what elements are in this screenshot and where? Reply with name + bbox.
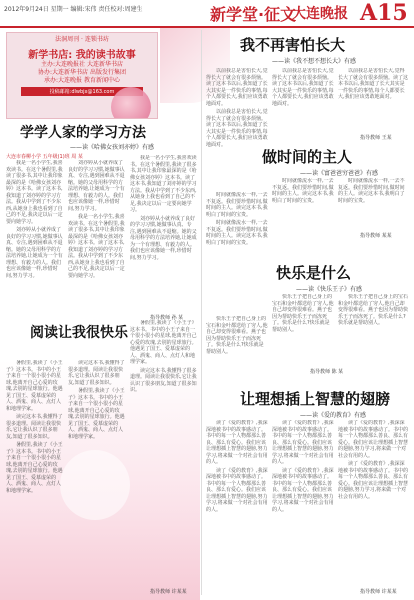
masthead-main: 新学堂 [210, 5, 259, 24]
credit-a6: 指导教师 许某某 [360, 589, 397, 595]
paragraph: 暑假里,我读了《小王子》这本书。书中的小王子来自一个很小很小的星球,他离开自己心爱的玫瑰,去别的星球旅行。他遇见了国王、爱慕虚荣的人、酒鬼、商人、点灯人和地理学家。 [6, 442, 63, 494]
column-a6-3 [338, 420, 408, 580]
paragraph: 时间就像流水一样,一去不复返。我们要珍惜时间,做时间的主人。读完这本书,我明白了时间的宝贵。 [206, 192, 268, 218]
byline-a3: ——读《我不想不想长大》有感 [272, 58, 357, 65]
column-a3-2 [272, 68, 334, 133]
paragraph: 读了《爱的教育》,我深深地被书中的故事感动了。书中的每一个人物都那么善良、那么有爱心。我们应该让理想插上智慧的翅膀,努力学习,将来做一个对社会有用的人。 [338, 420, 408, 459]
headline-a5: 快乐是什么 [276, 264, 352, 282]
paragraph: 读完这本书,我懂得了很多道理。阅读让我很快乐,它让我认识了很多朋友,知道了很多知识。 [130, 367, 197, 393]
paragraph: 刘亦婷从小就养成了良好的学习习惯,她做事认真、专注,遇到困难从不退缩。她的父母用科学的方法培养她,让她成为一个有理想、有毅力的人。我们也应该像她一样,珍惜时间,努力学习。 [68, 160, 125, 212]
column-a1-2 [68, 160, 126, 310]
credit-a3: 指导教师 王某 [360, 135, 392, 141]
paragraph: 快乐王子把自己身上的宝石和金叶都送给了穷人,他自己却变得很难看。燕子也因为帮助快乐王子而冻死了。快乐是什么?快乐就是帮助别人。 [272, 294, 334, 333]
column-a1-1 [6, 160, 64, 310]
column-a4-2 [338, 178, 408, 228]
column-a2-1 [6, 360, 64, 580]
newspaper-brand: 大连晚报 [292, 6, 348, 22]
promo-line-2: 协办:大连新华书店 出版发行集团 [38, 69, 126, 76]
column-a1-3 [130, 155, 198, 315]
byline-a5: ——读《快乐王子》有感 [296, 286, 363, 293]
paragraph: 读了《爱的教育》,我深深地被书中的故事感动了。书中的每一个人物都那么善良、那么有爱心。我们应该让理想插上智慧的翅膀,努力学习,将来做一个对社会有用的人。 [206, 420, 268, 465]
promo-box [6, 32, 158, 119]
column-a5-1 [272, 294, 334, 374]
promo-email: 投稿邮箱:dlwbjx@163.com [21, 87, 143, 96]
paragraph: 我是一名小学生,我喜欢读书。在这个暑假里,我读了很多书,其中让我印象最深的是《哈佛女孩刘亦婷》这本书。读了这本书,我知道了刘亦婷的学习方法。我从中学到了不少东西,从她身上我也看到了自己的不足,我决定以后一定要向她学习。 [68, 214, 125, 279]
credit-a2: 指导教师 许某某 [150, 589, 187, 595]
column-a6-2 [272, 420, 334, 588]
paragraph: 时间就像流水一样,一去不复返。我们要珍惜时间,做时间的主人。读完这本书,我明白了时间的宝贵。 [272, 178, 334, 204]
paragraph: 暑假里,我读了《小王子》这本书。书中的小王子来自一个很小很小的星球,他离开自己心爱的玫瑰,去别的星球旅行。他遇见了国王、爱慕虚荣的人、酒鬼、商人、点灯人和地理学家。 [6, 360, 63, 412]
page-number: A15 [360, 0, 408, 26]
paragraph: 读了《爱的教育》,我深深地被书中的故事感动了。书中的每一个人物都那么善良、那么有爱心。我们应该让理想插上智慧的翅膀,努力学习,将来做一个对社会有用的人。 [272, 467, 334, 513]
column-a3-1 [206, 68, 268, 188]
column-a2-2 [68, 360, 126, 580]
column-a5-3 [206, 316, 268, 391]
paragraph: 以前我总是害怕长大,觉得长大了就会有很多烦恼。读了这本书以后,我知道了长大其实是一件快乐的事情,每个人都要长大,我们应该勇敢地面对。 [206, 68, 268, 107]
paragraph: 读了《爱的教育》,我深深地被书中的故事感动了。书中的每一个人物都那么善良、那么有爱心。我们应该让理想插上智慧的翅膀,努力学习,将来做一个对社会有用的人。 [206, 467, 268, 513]
credit-a1: 指导教师 孙 某 [150, 315, 184, 321]
paragraph: 以前我总是害怕长大,觉得长大了就会有很多烦恼。读了这本书以后,我知道了长大其实是一件快乐的事情,每个人都要长大,我们应该勇敢地面对。 [338, 68, 408, 100]
headline-a4: 做时间的主人 [262, 148, 353, 166]
paragraph: 快乐王子把自己身上的宝石和金叶都送给了穷人,他自己却变得很难看。燕子也因为帮助快乐王子而冻死了。快乐是什么?快乐就是帮助别人。 [338, 294, 408, 326]
paragraph: 我是一名小学生,我喜欢读书。在这个暑假里,我读了很多书,其中让我印象最深的是《哈佛女孩刘亦婷》这本书。读了这本书,我知道了刘亦婷的学习方法。我从中学到了不少东西,从她身上我也看到了自己的不足,我决定以后一定要向她学习。 [130, 155, 197, 213]
paragraph: 快乐王子把自己身上的宝石和金叶都送给了穷人,他自己却变得很难看。燕子也因为帮助快乐王子而冻死了。快乐是什么?快乐就是帮助别人。 [206, 316, 268, 355]
headline-a3: 我不再害怕长大 [240, 36, 346, 54]
column-a6-1 [206, 420, 268, 588]
paragraph: 刘亦婷从小就养成了良好的学习习惯,她做事认真、专注,遇到困难从不退缩。她的父母用科学的方法培养她,让她成为一个有理想、有毅力的人。我们也应该像她一样,珍惜时间,努力学习。 [6, 227, 63, 279]
paragraph: 读完这本书,我懂得了很多道理。阅读让我很快乐,它让我认识了很多朋友,知道了很多知识。 [68, 360, 125, 386]
page-header [0, 0, 414, 28]
column-a5-2 [338, 294, 408, 364]
byline-a6: ——读《爱的教育》有感 [300, 412, 367, 419]
paragraph: 暑假里,我读了《小王子》这本书。书中的小王子来自一个很小很小的星球,他离开自己心爱的玫瑰,去别的星球旅行。他遇见了国王、爱慕虚荣的人、酒鬼、商人、点灯人和地理学家。 [68, 388, 125, 440]
byline-a4: ——读《富爸爸穷爸爸》有感 [300, 170, 379, 177]
paragraph: 暑假里,我读了《小王子》这本书。书中的小王子来自一个很小很小的星球,他离开自己心爱的玫瑰,去别的星球旅行。他遇见了国王、爱慕虚荣的人、酒鬼、商人、点灯人和地理学家。 [130, 320, 197, 365]
flower-decoration [111, 87, 151, 119]
promo-line-3: 承办:大连晚报 教育新闻中心 [44, 77, 120, 84]
paragraph: 时间就像流水一样,一去不复返。我们要珍惜时间,做时间的主人。读完这本书,我明白了时间的宝贵。 [206, 220, 268, 246]
paragraph: 以前我总是害怕长大,觉得长大了就会有很多烦恼。读了这本书以后,我知道了长大其实是一件快乐的事情,每个人都要长大,我们应该勇敢地面对。 [272, 68, 334, 107]
headline-a6: 让理想插上智慧的翅膀 [240, 390, 391, 408]
masthead-sub: ·征文 [258, 5, 297, 24]
headline-a2: 阅读让我很快乐 [30, 325, 128, 341]
paragraph: 读了《爱的教育》,我深深地被书中的故事感动了。书中的每一个人物都那么善良、那么有爱心。我们应该让理想插上智慧的翅膀,努力学习,将来做一个对社会有用的人。 [272, 420, 334, 465]
column-a3-3 [338, 68, 408, 133]
column-a2-3 [130, 320, 198, 535]
promo-line-1: 主办:大连晚报社 大连新华书店 [41, 61, 123, 68]
paragraph: 以前我总是害怕长大,觉得长大了就会有很多烦恼。读了这本书以后,我知道了长大其实是一件快乐的事情,每个人都要长大,我们应该勇敢地面对。 [206, 109, 268, 148]
paragraph: 时间就像流水一样,一去不复返。我们要珍惜时间,做时间的主人。读完这本书,我明白了时间的宝贵。 [338, 178, 405, 204]
byline-a1: ——读《哈佛女孩刘亦婷》有感 [70, 144, 155, 151]
credit-a5: 指导教师 陈 某 [310, 369, 344, 375]
paragraph: 刘亦婷从小就养成了良好的学习习惯,她做事认真、专注,遇到困难从不退缩。她的父母用科学的方法培养她,让她成为一个有理想、有毅力的人。我们也应该像她一样,珍惜时间,努力学习。 [130, 215, 197, 261]
column-divider [201, 30, 202, 595]
column-a4-1 [272, 178, 334, 248]
column-a4-3 [206, 192, 268, 312]
masthead [210, 2, 296, 25]
paragraph: 我是一名小学生,我喜欢读书。在这个暑假里,我读了很多书,其中让我印象最深的是《哈佛女孩刘亦婷》这本书。读了这本书,我知道了刘亦婷的学习方法。我从中学到了不少东西,从她身上我也看到了自己的不足,我决定以后一定要向她学习。 [6, 160, 63, 225]
promo-top: 法洞周刊 · 连锁书坊 [55, 36, 109, 43]
author-a1: 大连市春柳小学 五年级(1)班 周 某 [6, 154, 83, 160]
credit-a4: 指导教师 某某 [360, 233, 392, 239]
paragraph: 读完这本书,我懂得了很多道理。阅读让我很快乐,它让我认识了很多朋友,知道了很多知识。 [6, 414, 63, 440]
promo-title: 新学书店: 我的读书故事 [28, 50, 136, 61]
paragraph: 读了《爱的教育》,我深深地被书中的故事感动了。书中的每一个人物都那么善良、那么有爱心。我们应该让理想插上智慧的翅膀,努力学习,将来做一个对社会有用的人。 [338, 461, 408, 500]
headline-a1: 学学人家的学习方法 [20, 125, 146, 141]
dateline: 2012年9月24日 星期一 编辑:宋伟 责任校对:周建生 [4, 6, 143, 13]
